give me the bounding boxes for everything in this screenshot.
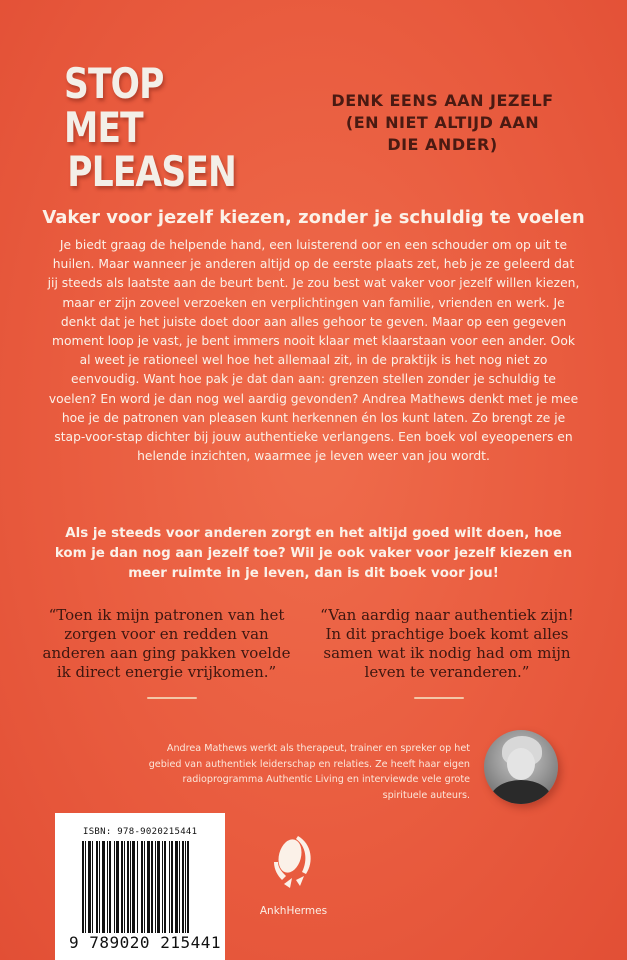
tagline-line: DIE ANDER) — [387, 135, 498, 154]
subtitle: Vaker voor jezelf kiezen, zonder je schuldig te voelen — [42, 207, 585, 228]
publisher-name: AnkhHermes — [259, 905, 328, 917]
blurb-body: Je biedt graag de helpende hand, een luisterend oor en een schouder om op uit te huilen. Maar wanneer je anderen altijd op de eerste plaats zet, heb je ze geleerd dat jij steeds als laatste aan de beurt bent. Je zou best wat vaker voor jezelf willen kiezen, maar er zijn zoveel verzoeken en verplichtingen van familie, vrienden en werk. Je denkt dat je het juiste doet door aan alles gehoor te geven. Maar op een gegeven moment loop je vast, je bent immers nooit klaar met klaarstaan voor een ander. Ook al weet je rationeel wel hoe het allemaal zit, in de praktijk is het nog niet zo eenvoudig. Want hoe pak je dat dan aan: grenzen stellen zonder je schuldig te voelen? En word je dan nog wel aardig gevonden? Andrea Mathews denkt met je mee hoe je de patronen van pleasen kunt herkennen én los kunt laten. Zo brengt ze je stap-voor-stap dichter bij jouw authentieke verlangens. Een boek vol eyeopeners en helende inzichten, waarmee je leven weer van jou wordt. — [47, 238, 580, 464]
barcode-digits: 9 789020 215441 — [69, 933, 221, 952]
ankhhermes-logo-icon — [262, 834, 322, 890]
tagline-line: DENK EENS AAN JEZELF — [331, 91, 554, 110]
isbn-label: ISBN: 978-9020215441 — [83, 827, 198, 837]
title-line-1: STOP MET — [64, 59, 164, 152]
testimonial-quote-2: “Van aardig naar authentiek zijn! In dit prachtige boek komt alles samen wat ik nodig had om mijn leven te veranderen.” — [320, 606, 574, 681]
testimonial-quote-1: “Toen ik mijn patronen van het zorgen voor en redden van anderen aan ging pakken voelde ik direct energie vrijkomen.” — [42, 606, 291, 681]
callout-text: Als je steeds voor anderen zorgt en het altijd goed wilt doen, hoe kom je dan nog aan jezelf toe? Wil je ook vaker voor jezelf kiezen en meer ruimte in je leven, dan is dit boek voor jou! — [54, 526, 573, 581]
author-bio: Andrea Mathews werkt als therapeut, trainer en spreker op het gebied van authentiek leiderschap en relaties. Ze heeft haar eigen radioprogramma Authentic Living en interviewde vele grote spirituele auteurs. — [148, 743, 470, 801]
book-title — [64, 59, 237, 196]
quote-divider — [147, 697, 197, 699]
tagline — [300, 90, 585, 156]
barcode-bars-icon — [82, 841, 210, 936]
title-line-2: PLEASEN — [67, 147, 237, 196]
tagline-line: (EN NIET ALTIJD AAN — [345, 113, 540, 132]
author-portrait-icon — [484, 730, 558, 804]
quote-divider — [414, 697, 464, 699]
isbn-barcode — [55, 813, 225, 960]
